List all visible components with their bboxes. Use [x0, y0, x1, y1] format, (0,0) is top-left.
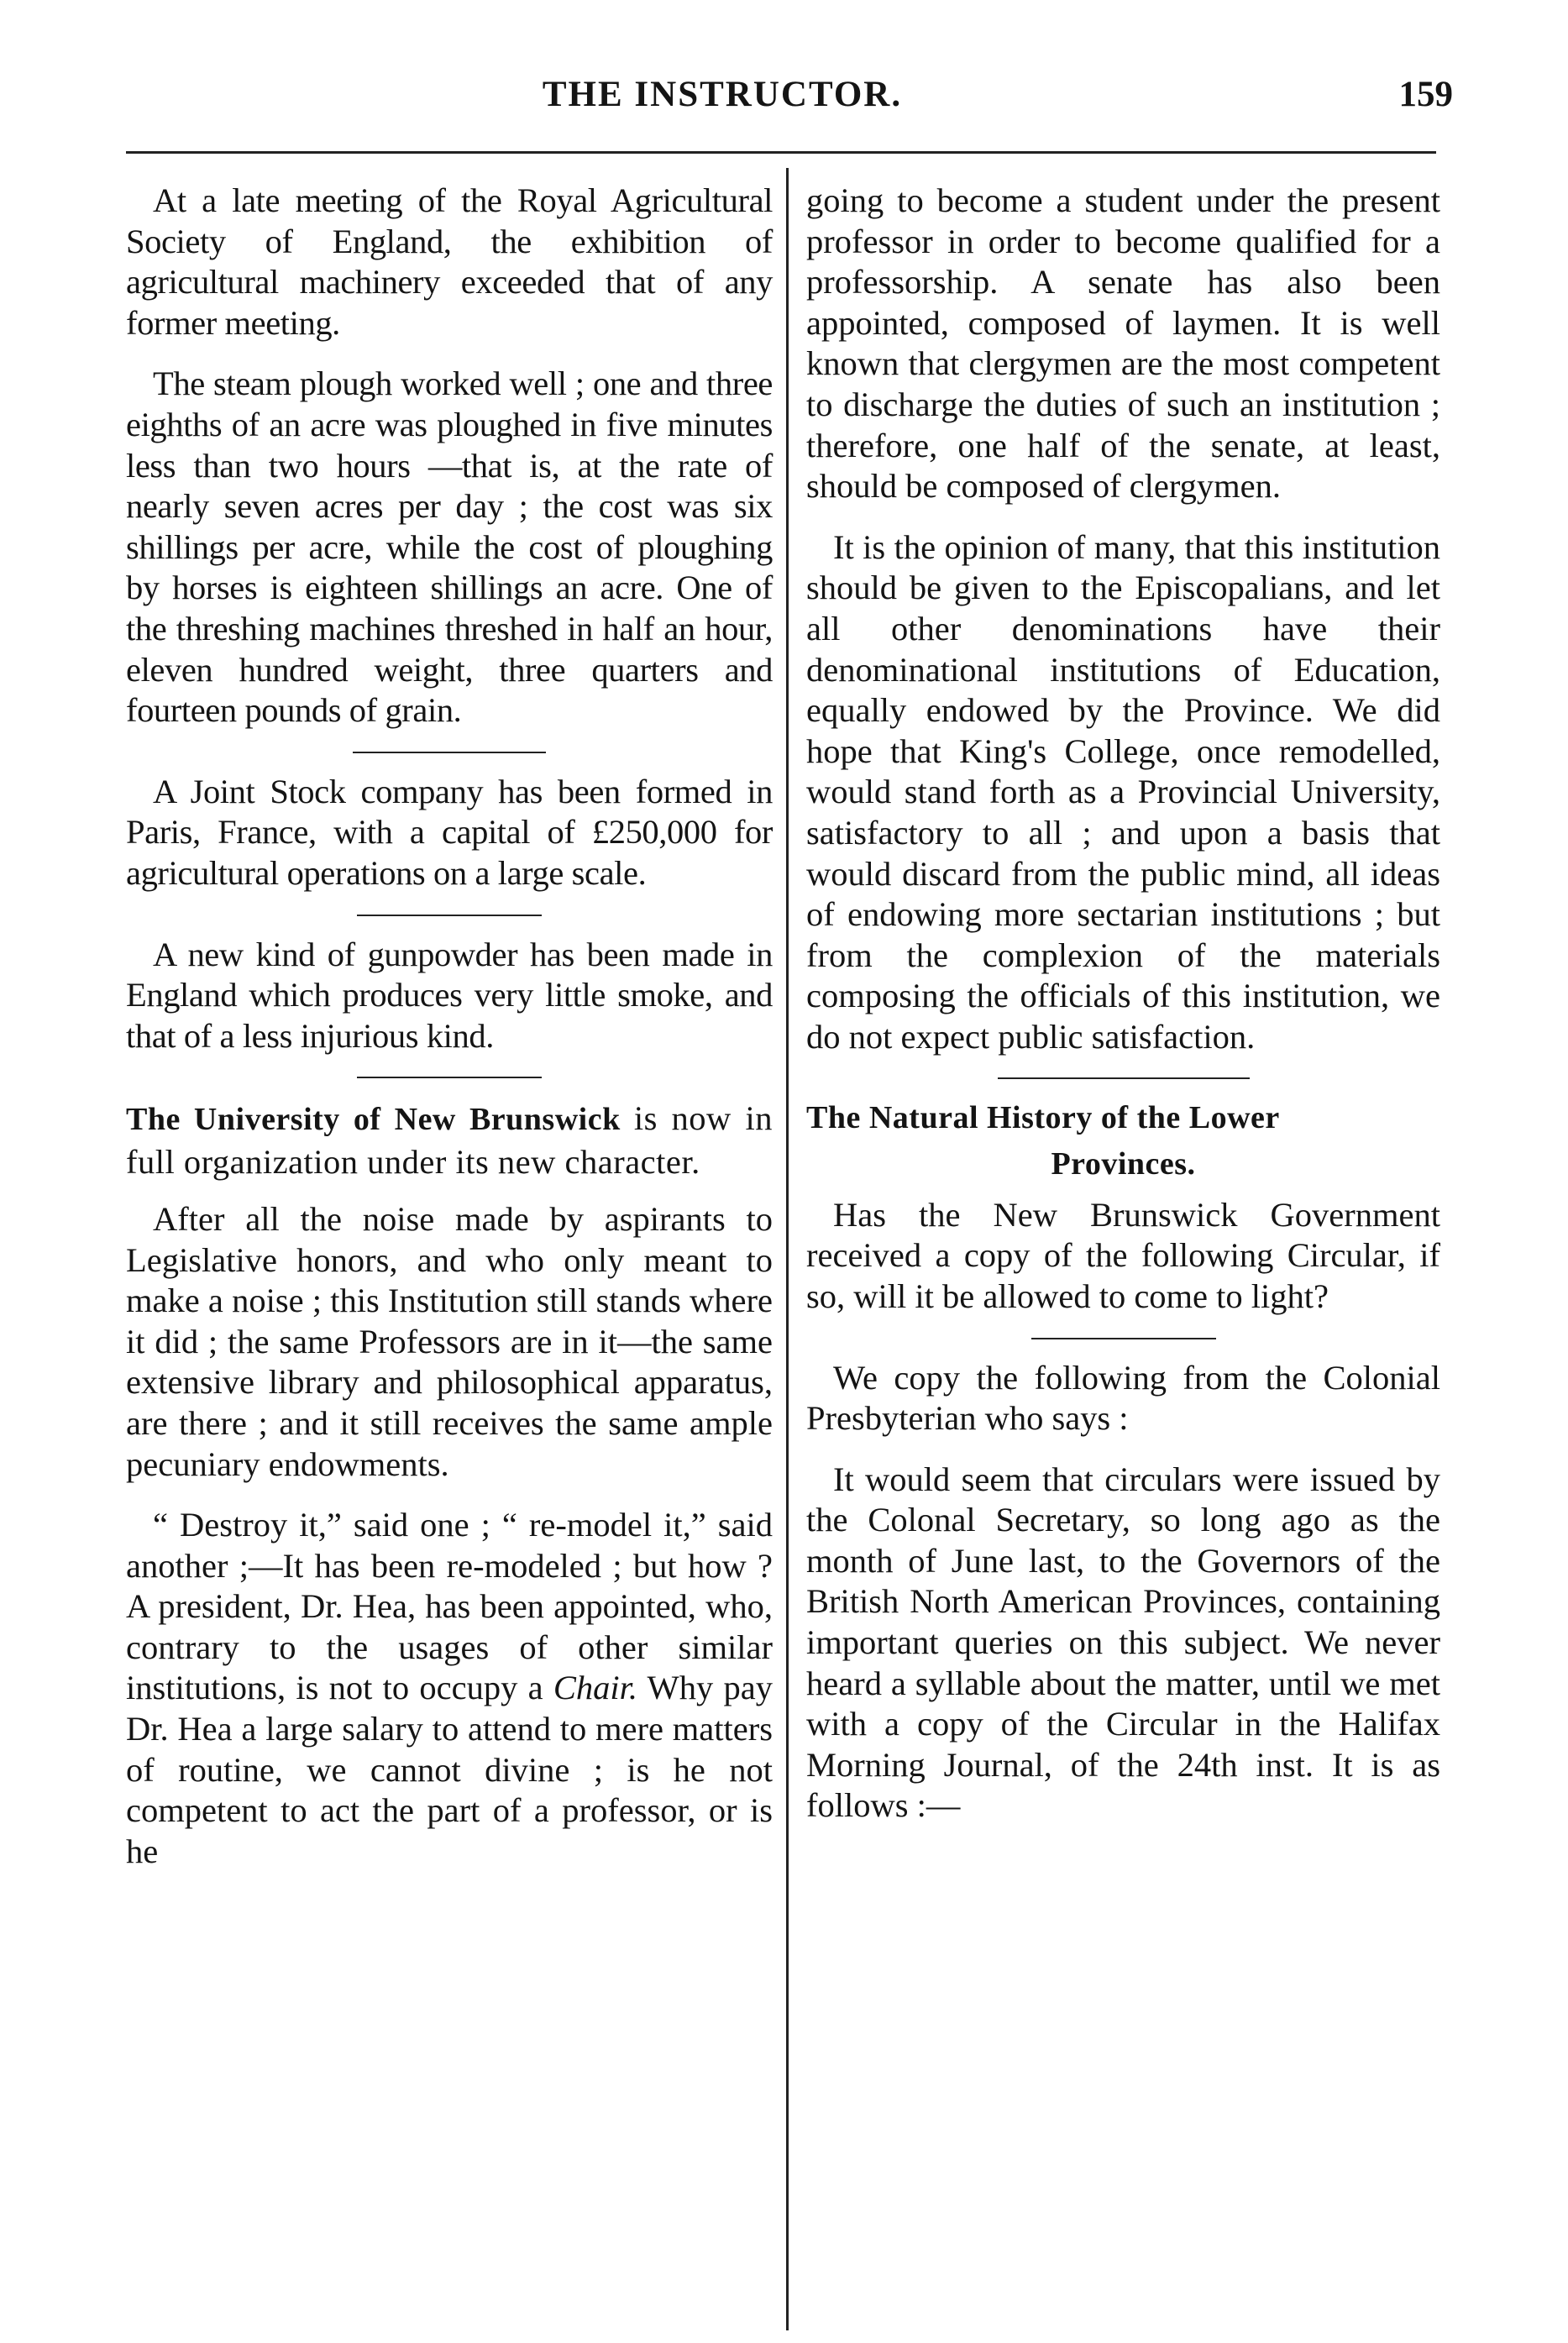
heading-university — [126, 1097, 773, 1184]
section-rule — [998, 1077, 1250, 1079]
section-rule — [357, 915, 542, 916]
article-gunpowder: A new kind of gunpowder has been made in England which produces very little smoke, and that of a less injurious kind. — [126, 935, 773, 1055]
section-rule — [357, 1077, 542, 1078]
article-steam-plough: The steam plough worked well ; one and three eighths of an acre was ploughed in five minutes less than two hours —that is, at the rate of nearly seven acres per day ; the cost was six shillings per acre, while the cost of ploughing by horses is eighteen shillings an acre. One of the threshing machines threshed in half an hour, eleven hundred weight, three quarters and fourteen pounds of grain. — [126, 364, 773, 730]
article-university-continued: “ Destroy it,” said one ; “ re-model it,” said another ;—It has been re-modeled ; but how ? A president, Dr. Hea, has been appointed, who, contrary to the usages of other similar institutions, is not to occupy a Chair. Why pay Dr. Hea a large salary to attend to mere matters of routine, we cannot divine ; is he not competent to act the part of a professor, or is he — [126, 1506, 773, 1870]
chair-word: Chair. — [553, 1669, 638, 1707]
article-university-body: After all the noise made by aspirants to Legislative honors, and who only meant to make a noise ; this Institution still stands where it did ; the same Professors are in it—the same extensive library and philosophical apparatus, are there ; and it still receives the same ample pecuniary endowments. — [126, 1199, 773, 1483]
page-title: THE INSTRUCTOR. — [542, 75, 903, 114]
heading-university-tail: is now in full organization under its new character. — [126, 1099, 774, 1182]
section-rule — [1031, 1338, 1216, 1339]
article-circular-body: It would seem that circulars were issued by the Colonal Secretary, so long ago as the month of June last, to the Governors of the British North American Provinces, containing important queries on this subject. We never heard a syllable about the matter, until we met with a copy of the Circular in the Halifax Morning Journal, of the 24th inst. It is as follows :— — [806, 1460, 1440, 1825]
heading-natural-history-tail: Provinces. — [1051, 1146, 1196, 1182]
article-circular-question: Has the New Brunswick Government received a copy of the following Circular, if so, will it be allowed to come to light? — [806, 1195, 1440, 1315]
article-university-continued-right: going to become a student under the present professor in order to become qualified for a professorship. A senate has also been appointed, composed of laymen. It is well known that clergymen are the most competent to discharge the duties of such an institution ; therefore, one half of the senate, at least, should be composed of clergymen. — [806, 181, 1440, 506]
article-university-opinion: It is the opinion of many, that this institution should be given to the Episcopalians, and let all other denominations have their denominational institutions of Education, equally endowed by the Province. We did hope that King's College, once remodelled, would stand forth as a Provincial University, satisfactory to all ; and upon a basis that would discard from the public mind, all ideas of endowing more sectarian institutions ; but from the complexion of the materials composing the officials of this institution, we do not expect public satisfaction. — [806, 527, 1440, 1056]
article-joint-stock: A Joint Stock company has been formed in Paris, France, with a capital of £250,000 for agricultural operations on a large scale. — [126, 772, 773, 892]
page-number: 159 — [1398, 75, 1453, 114]
heading-university-title: The University of New Brunswick — [126, 1102, 621, 1138]
right-column — [806, 181, 1440, 1847]
header-rule — [126, 151, 1436, 157]
section-rule — [353, 752, 546, 753]
article-copy-intro: We copy the following from the Colonial Presbyterian who says : — [806, 1358, 1440, 1438]
column-divider — [786, 168, 789, 2330]
left-column — [126, 181, 773, 1892]
article-agricultural-society: At a late meeting of the Royal Agricultural Society of England, the exhibition of agricultural machinery exceeded that of any former meeting. — [126, 181, 773, 342]
heading-natural-history: The Natural History of the Lower — [806, 1100, 1280, 1136]
running-head — [126, 74, 1453, 124]
